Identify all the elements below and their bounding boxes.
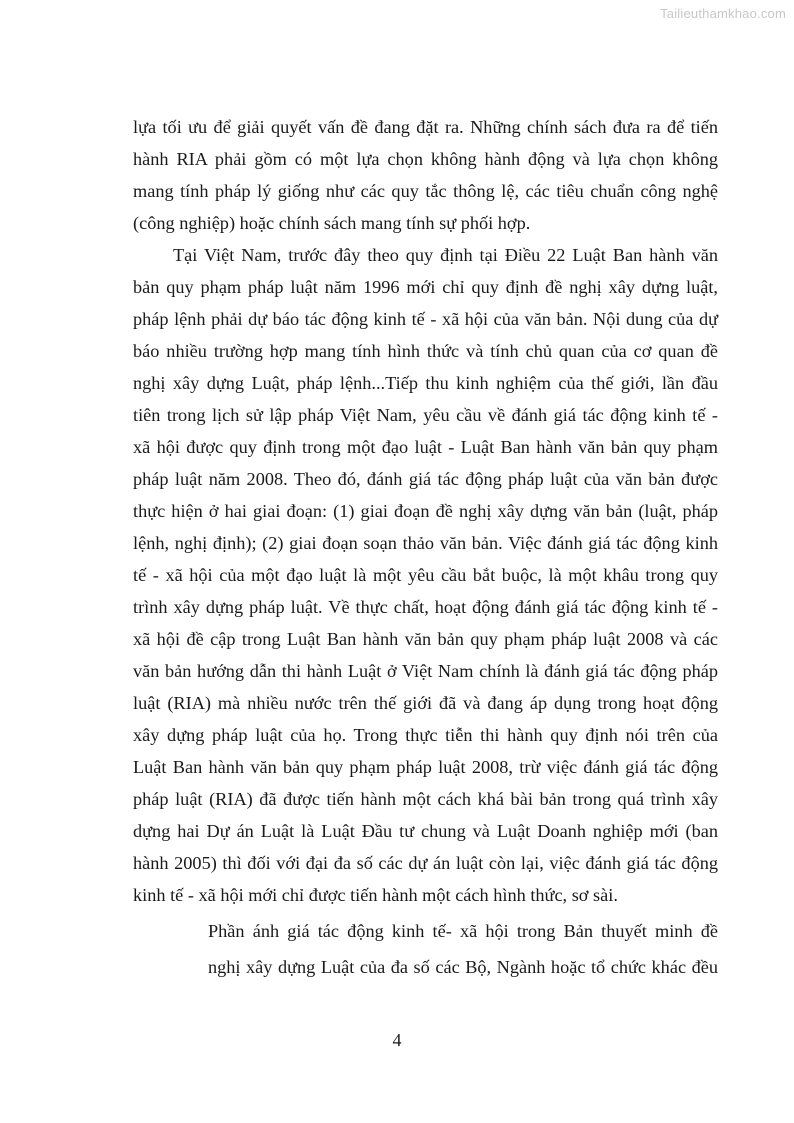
text-line: xây dựng pháp luật của họ. Trong thực tiễn thi hành quy định nói trên của (133, 725, 718, 745)
text-line: bản quy phạm pháp luật năm 1996 mới chỉ quy định đề nghị xây dựng luật, (133, 277, 718, 297)
text-line: pháp luật (RIA) đã được tiến hành một cách khá bài bản trong quá trình xây (133, 789, 718, 809)
watermark: Tailieuthamkhao.com (660, 6, 786, 21)
text-line: nghị xây dựng Luật của đa số các Bộ, Ngành hoặc tổ chức khác đều (208, 957, 718, 977)
text-line: mang tính pháp lý giống như các quy tắc thông lệ, các tiêu chuẩn công nghệ (133, 181, 718, 201)
text-line: lệnh, nghị định); (2) giai đoạn soạn thảo văn bản. Việc đánh giá tác động kinh (133, 533, 718, 553)
text-line: luật (RIA) mà nhiều nước trên thế giới đã và đang áp dụng trong hoạt động (133, 693, 718, 713)
text-line: tiên trong lịch sử lập pháp Việt Nam, yêu cầu về đánh giá tác động kinh tế - (133, 405, 718, 425)
text-line: báo nhiều trường hợp mang tính hình thức và tính chủ quan của cơ quan đề (133, 341, 718, 361)
text-line: hành RIA phải gồm có một lựa chọn không hành động và lựa chọn không (133, 149, 718, 169)
text-line: pháp lệnh phải dự báo tác động kinh tế - xã hội của văn bản. Nội dung của dự (133, 309, 718, 329)
text-line: nghị xây dựng Luật, pháp lệnh...Tiếp thu kinh nghiệm của thế giới, lần đầu (133, 373, 718, 393)
text-line: lựa tối ưu để giải quyết vấn đề đang đặt ra. Những chính sách đưa ra để tiến (133, 117, 718, 137)
text-line: kinh tế - xã hội mới chỉ được tiến hành một cách hình thức, sơ sài. (133, 885, 618, 905)
text-line: hành 2005) thì đối với đại đa số các dự án luật còn lại, việc đánh giá tác động (133, 853, 718, 873)
text-line: Tại Việt Nam, trước đây theo quy định tại Điều 22 Luật Ban hành văn (173, 245, 718, 265)
text-line: dựng hai Dự án Luật là Luật Đầu tư chung và Luật Doanh nghiệp mới (ban (133, 821, 718, 841)
text-line: xã hội được quy định trong một đạo luật - Luật Ban hành văn bản quy phạm (133, 437, 718, 457)
text-line: (công nghiệp) hoặc chính sách mang tính sự phối hợp. (133, 213, 531, 233)
text-line: Luật Ban hành văn bản quy phạm pháp luật 2008, trừ việc đánh giá tác động (133, 757, 718, 777)
text-line: xã hội đề cập trong Luật Ban hành văn bản quy phạm pháp luật 2008 và các (133, 629, 718, 649)
text-line: Phần ánh giá tác động kinh tế- xã hội trong Bản thuyết minh đề (208, 921, 718, 941)
text-line: pháp luật năm 2008. Theo đó, đánh giá tác động pháp luật của văn bản được (133, 469, 718, 489)
page-number: 4 (392, 1030, 402, 1050)
text-line: văn bản hướng dẫn thi hành Luật ở Việt Nam chính là đánh giá tác động pháp (133, 661, 718, 681)
text-line: tế - xã hội của một đạo luật là một yêu cầu bắt buộc, là một khâu trong quy (133, 565, 718, 585)
text-line: trình xây dựng pháp luật. Về thực chất, hoạt động đánh giá tác động kinh tế - (133, 597, 718, 617)
text-line: thực hiện ở hai giai đoạn: (1) giai đoạn đề nghị xây dựng văn bản (luật, pháp (133, 501, 718, 521)
